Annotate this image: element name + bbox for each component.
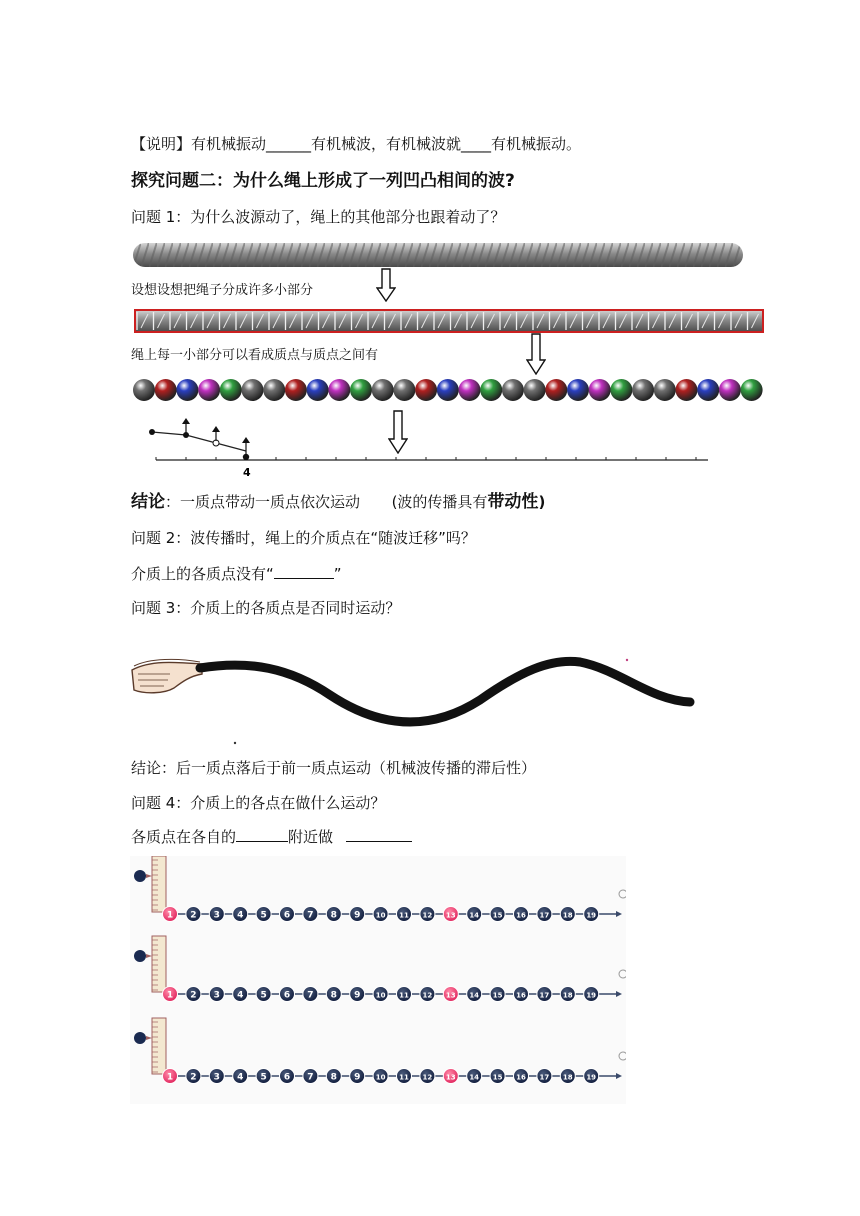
bead: [741, 379, 763, 401]
hint-divide-rope: 设想设想把绳子分成许多小部分: [131, 283, 314, 298]
bead: [415, 379, 437, 401]
particle-number: 1: [166, 990, 174, 1001]
bead: [567, 379, 589, 401]
bead: [610, 379, 632, 401]
particle-number: 19: [586, 911, 597, 920]
particle-number: 16: [516, 991, 526, 1000]
particle-number: 19: [586, 1073, 597, 1082]
conclusion-1-paren-open: (波的传播具有: [391, 493, 488, 511]
particle-number: 6: [283, 910, 291, 921]
particle-chain-diagram: [130, 856, 626, 1104]
particle-number: 4: [237, 1072, 244, 1083]
conclusion-1-text: ：一质点带动一质点依次运动: [165, 493, 361, 511]
particle-number: 3: [213, 990, 220, 1001]
question-2: 问题 2：波传播时，绳上的介质点在“随波迁移”吗？: [131, 529, 476, 547]
question-1: 问题 1：为什么波源动了，绳上的其他部分也跟着动了？: [131, 208, 506, 226]
hand-wave-image: [130, 650, 700, 746]
particle-number: 13: [445, 911, 456, 920]
question-4: 问题 4：介质上的各点在做什么运动？: [131, 794, 386, 812]
particle-number: 2: [190, 910, 197, 921]
particle-number: 8: [330, 910, 337, 921]
particle-number: 8: [330, 1072, 337, 1083]
answer-blank: [274, 564, 334, 579]
particle-number: 4: [237, 990, 244, 1001]
particle-number: 18: [562, 1073, 573, 1082]
particle-number: 10: [375, 1073, 386, 1082]
bead: [198, 379, 220, 401]
bead: [589, 379, 611, 401]
bead: [632, 379, 654, 401]
bead: [307, 379, 329, 401]
bead: [524, 379, 546, 401]
answer-blank: [346, 827, 412, 842]
particle-number: 2: [190, 990, 197, 1001]
note-text: 【说明】有机械振动______有机械波，有机械波就____有机械振动。: [131, 135, 582, 153]
bead-chain-image: [133, 376, 767, 404]
hint-particles: 绳上每一小部分可以看成质点与质点之间有: [131, 348, 379, 363]
particle-number: 18: [562, 911, 573, 920]
note-line: [131, 134, 581, 154]
particle-number: 12: [422, 911, 433, 920]
particle-number: 3: [213, 1072, 220, 1083]
particle-number: 14: [469, 1073, 480, 1082]
bead: [176, 379, 198, 401]
bead: [676, 379, 698, 401]
particle-number: 6: [283, 990, 291, 1001]
down-arrow-icon: [376, 268, 396, 302]
particle-number: 2: [190, 1072, 197, 1083]
q2-answer-prefix: 介质上的各质点没有“: [131, 565, 274, 583]
particle-number: 10: [375, 911, 386, 920]
particle-number: 16: [516, 911, 526, 920]
particle-number: 15: [492, 911, 503, 920]
particle-number: 11: [399, 1073, 409, 1082]
particle-motion-diagram: [146, 416, 712, 478]
bead: [502, 379, 524, 401]
bead: [242, 379, 264, 401]
particle-number: 9: [354, 990, 361, 1001]
particle-number: 3: [213, 910, 220, 921]
particle-number: 5: [260, 910, 267, 921]
bead: [220, 379, 242, 401]
particle-number: 15: [492, 1073, 503, 1082]
bead: [155, 379, 177, 401]
section-title: 探究问题二：为什么绳上形成了一列凹凸相间的波?: [131, 171, 515, 191]
particle-number: 13: [445, 1073, 456, 1082]
question-3: 问题 3：介质上的各质点是否同时运动？: [131, 599, 401, 617]
segmented-rope-image: [134, 309, 766, 335]
particle-number: 6: [283, 1072, 291, 1083]
down-arrow-icon: [526, 333, 546, 375]
conclusion-2: 结论：后一质点落后于前一质点运动（机械波传播的滞后性）: [131, 759, 537, 777]
bead: [133, 379, 155, 401]
conclusion-1-emphasis: 带动性: [487, 492, 539, 512]
q4-answer-middle: 附近做: [288, 828, 334, 846]
particle-number: 9: [354, 910, 361, 921]
particle-number: 15: [492, 991, 503, 1000]
particle-number: 14: [469, 911, 480, 920]
particle-number: 9: [354, 1072, 361, 1083]
particle-number: 8: [330, 990, 337, 1001]
particle-number: 12: [422, 1073, 433, 1082]
particle-number: 12: [422, 991, 433, 1000]
bead: [545, 379, 567, 401]
particle-number: 5: [260, 1072, 267, 1083]
q4-answer-prefix: 各质点在各自的: [131, 828, 237, 846]
bead: [328, 379, 350, 401]
q2-answer-suffix: ”: [333, 565, 342, 583]
particle-number: 4: [237, 910, 244, 921]
bead: [263, 379, 285, 401]
particle-number: 18: [562, 991, 573, 1000]
particle-number: 11: [399, 991, 409, 1000]
particle-number: 1: [166, 910, 174, 921]
particle-number: 7: [307, 1072, 314, 1083]
particle-number: 1: [166, 1072, 174, 1083]
particle-number: 17: [539, 991, 550, 1000]
bead: [654, 379, 676, 401]
bead: [719, 379, 741, 401]
particle-number: 7: [307, 990, 314, 1001]
conclusion-label: 结论: [131, 492, 165, 512]
particle-number: 17: [539, 911, 550, 920]
particle-number: 7: [307, 910, 314, 921]
bead: [459, 379, 481, 401]
bead: [480, 379, 502, 401]
rope-image: [133, 242, 745, 268]
particle-number: 13: [445, 991, 456, 1000]
bead: [393, 379, 415, 401]
point-label: 4: [243, 466, 251, 478]
bead: [285, 379, 307, 401]
conclusion-1-paren-close: ): [538, 493, 546, 511]
answer-blank: [236, 827, 288, 842]
particle-number: 5: [260, 990, 267, 1001]
particle-number: 11: [399, 911, 409, 920]
particle-number: 16: [516, 1073, 526, 1082]
bead: [372, 379, 394, 401]
question-4-answer: [131, 827, 412, 847]
bead: [350, 379, 372, 401]
question-2-answer: [131, 564, 342, 584]
bead: [697, 379, 719, 401]
bead: [437, 379, 459, 401]
particle-number: 17: [539, 1073, 550, 1082]
down-arrow-icon: [388, 410, 408, 454]
conclusion-1: [131, 492, 545, 512]
particle-number: 10: [375, 991, 386, 1000]
particle-number: 19: [586, 991, 597, 1000]
particle-number: 14: [469, 991, 480, 1000]
